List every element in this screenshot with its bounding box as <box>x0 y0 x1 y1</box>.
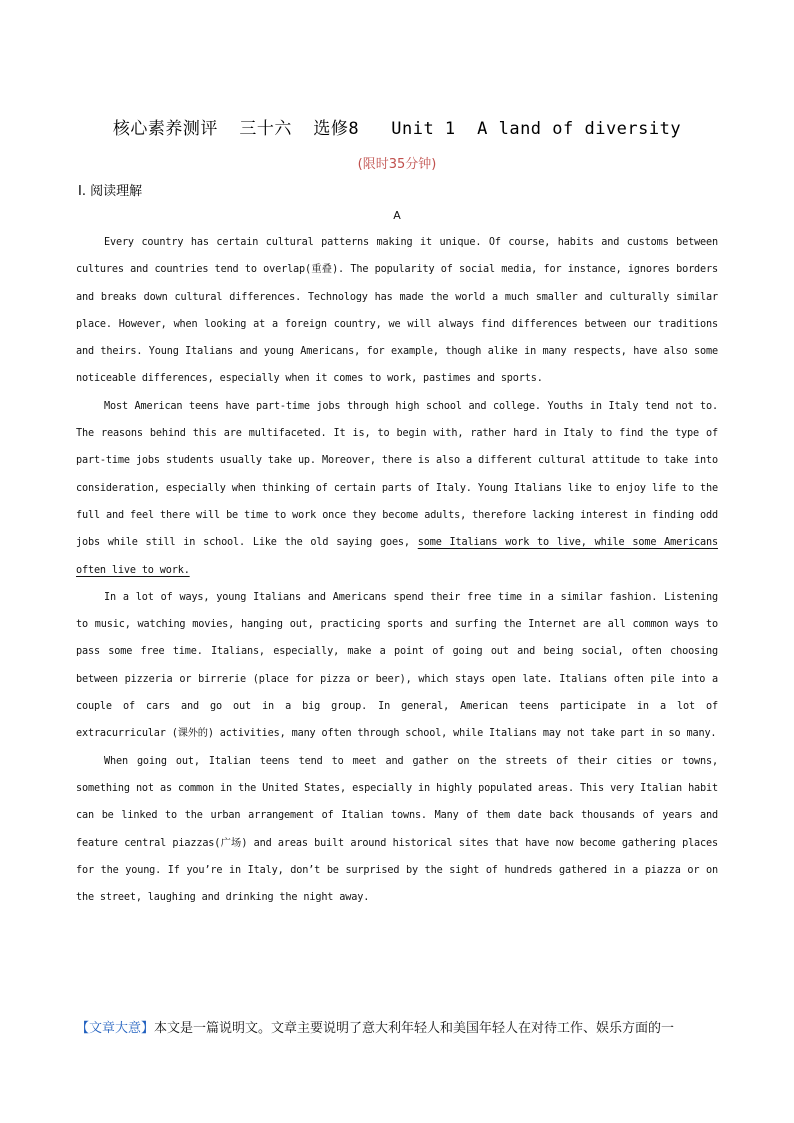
paragraph-2-text: Most American teens have part-time jobs through high school and college. Youths in Italy tend not to. The reasons behind this are multifaceted. It is, to begin with, rather hard in Italy to find the type of part-time jobs students usually take up. Moreover, there is also a different cultural attitude to take into consideration, especially when thinking of certain parts of Italy. Young Italians like to enjoy life to the full and feel there will be time to work once they become adults, therefore lacking interest in finding odd jobs while still in school. Like the old saying goes, <box>76 400 718 549</box>
summary-label: 【文章大意】 <box>76 1021 155 1036</box>
summary-text: 本文是一篇说明文。文章主要说明了意大利年轻人和美国年轻人在对待工作、娱乐方面的一 <box>154 1021 675 1036</box>
passage-label: A <box>393 209 401 222</box>
page-title: 核心素养测评 三十六 选修8 Unit 1 A land of diversity <box>112 119 682 139</box>
underlined-sentence: some Italians work to live, while some Americans often live to work. <box>76 537 719 576</box>
paragraph-3: In a lot of ways, young Italians and Americans spend their free time in a similar fashion. Listening to music, watching movies, hanging out, practicing sports and surfing the Internet are all common ways to pass some free time. Italians, especially, make a point of going out and being social, often choosing between pizzeria or birrerie (place for pizza or beer), which stays open late. Italians often pile into a couple of cars and go out in a big group. In general, American teens participate in a lot of extracurricular (课外的) activities, many often through school, while Italians may not take part in so many. <box>76 591 718 740</box>
paragraph-1: Every country has certain cultural patterns making it unique. Of course, habits and customs between cultures and countries tend to overlap(重叠). The popularity of social media, for instance, ignores borders and breaks down cultural differences. Technology has made the world a much smaller and culturally similar place. However, when looking at a foreign country, we will always find differences between our traditions and theirs. Young Italians and young Americans, for example, though alike in many respects, have also some noticeable differences, especially when it comes to work, pastimes and sports. <box>76 237 718 385</box>
article-summary <box>76 1019 726 1039</box>
time-limit: (限时35分钟) <box>357 157 437 172</box>
section-heading: Ⅰ. 阅读理解 <box>78 184 143 199</box>
paragraph-2 <box>76 393 718 584</box>
paragraph-4: When going out, Italian teens tend to meet and gather on the streets of their cities or towns, something not as common in the United States, especially in highly populated areas. This very Italian habit can be linked to the urban arrangement of Italian towns. Many of them date back thousands of years and feature central piazzas(广场) and areas built around historical sites that have now become gathering places for the young. If you’re in Italy, don’t be surprised by the sight of hundreds gathered in a piazza or on the street, laughing and drinking the night away. <box>76 755 718 904</box>
passage-body <box>76 229 718 911</box>
